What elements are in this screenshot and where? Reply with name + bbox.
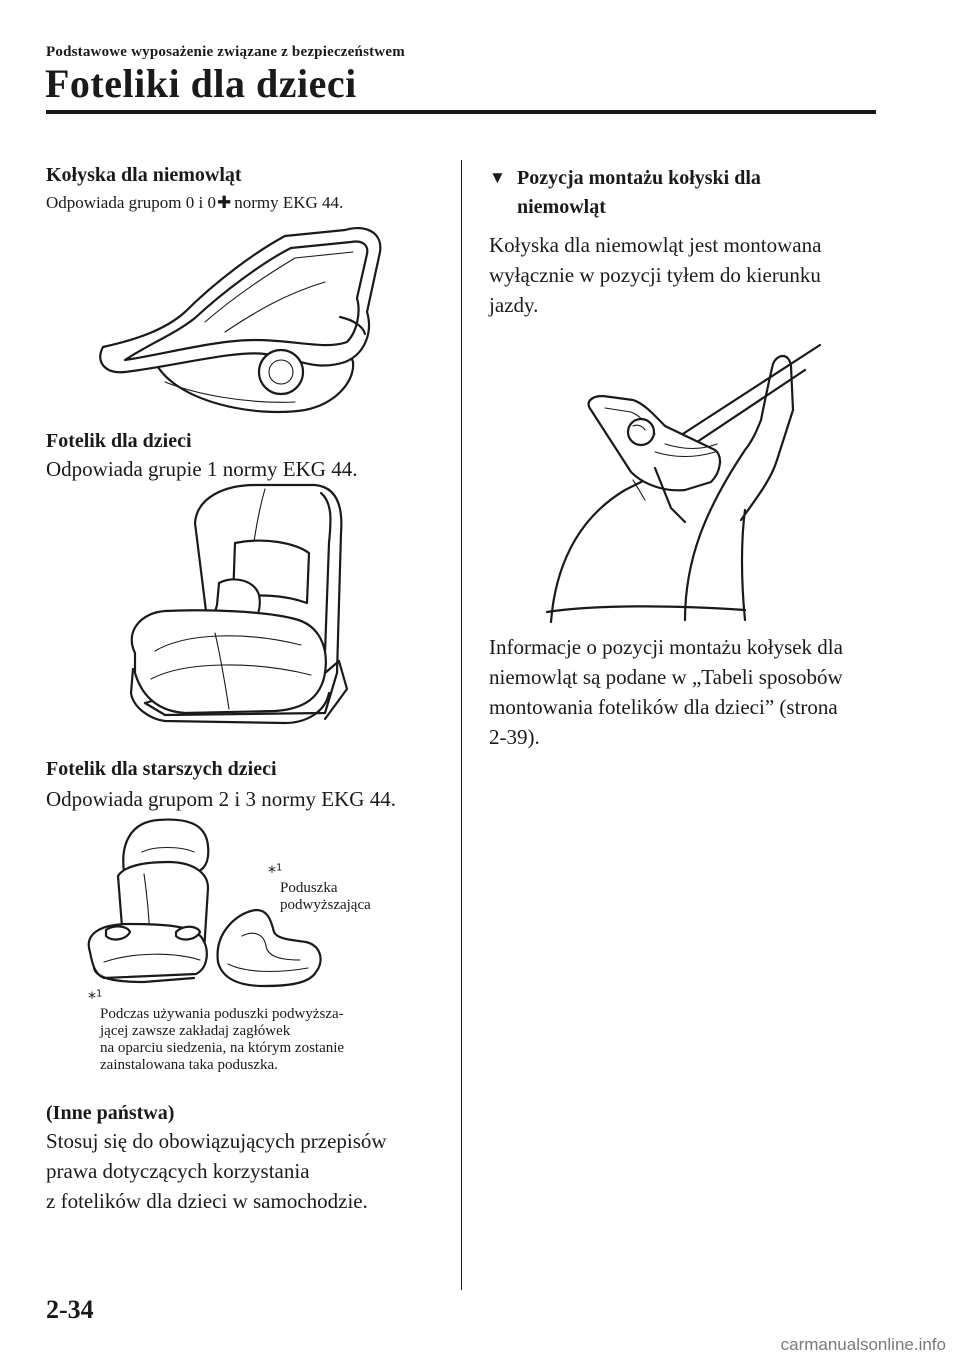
booster-label: Poduszka podwyższająca — [280, 880, 371, 913]
rear-facing-installation-illustration — [545, 340, 825, 625]
infant-cradle-desc: Odpowiada grupom 0 i 0✚ normy EKG 44. — [46, 193, 344, 213]
booster-footnote-mark: *$^1$ — [268, 862, 283, 881]
title-rule — [46, 110, 876, 114]
booster-cushion-illustration — [214, 902, 326, 990]
position-info: Informacje o pozycji montażu kołysek dla niemowląt są podane w „Tabeli sposobów montowania fotelików dla dzieci” (strona 2-39). — [489, 635, 843, 749]
section-label: Podstawowe wyposażenie związane z bezpieczeństwem — [46, 44, 405, 60]
child-seat-illustration — [125, 483, 350, 728]
infant-cradle-illustration — [95, 222, 385, 418]
position-body: Kołyska dla niemowląt jest montowana wyłącznie w pozycji tyłem do kierunku jazdy. — [489, 233, 822, 317]
infant-cradle-heading: Kołyska dla niemowląt — [46, 164, 242, 186]
other-countries-text: Stosuj się do obowiązujących przepisów prawa dotyczących korzystania z fotelików dla dzieci w samochodzie. — [46, 1129, 387, 1213]
page-number: 2-34 — [46, 1295, 94, 1324]
child-seat-desc: Odpowiada grupie 1 normy EKG 44. — [46, 457, 358, 481]
column-divider — [461, 160, 462, 1290]
page-title: Foteliki dla dzieci — [45, 61, 357, 106]
position-heading: Pozycja montażu kołyski dla niemowląt — [517, 167, 761, 218]
junior-seat-desc: Odpowiada grupom 2 i 3 normy EKG 44. — [46, 787, 396, 811]
note-footnote-mark: *$^1$ — [88, 988, 103, 1007]
booster-note: Podczas używania poduszki podwyższa- jącej zawsze zakładaj zagłówek na oparciu siedzenia, na którym zostanie zainstalowana taka poduszka. — [100, 1006, 345, 1073]
junior-seat-illustration — [84, 812, 224, 984]
triangle-down-icon: ▼ — [489, 168, 506, 187]
watermark: carmanualsonline.info — [780, 1335, 946, 1354]
child-seat-heading: Fotelik dla dzieci — [46, 430, 192, 452]
plus-icon: ✚ — [216, 193, 232, 213]
junior-seat-heading: Fotelik dla starszych dzieci — [46, 758, 277, 780]
other-countries-heading: (Inne państwa) — [46, 1102, 175, 1124]
